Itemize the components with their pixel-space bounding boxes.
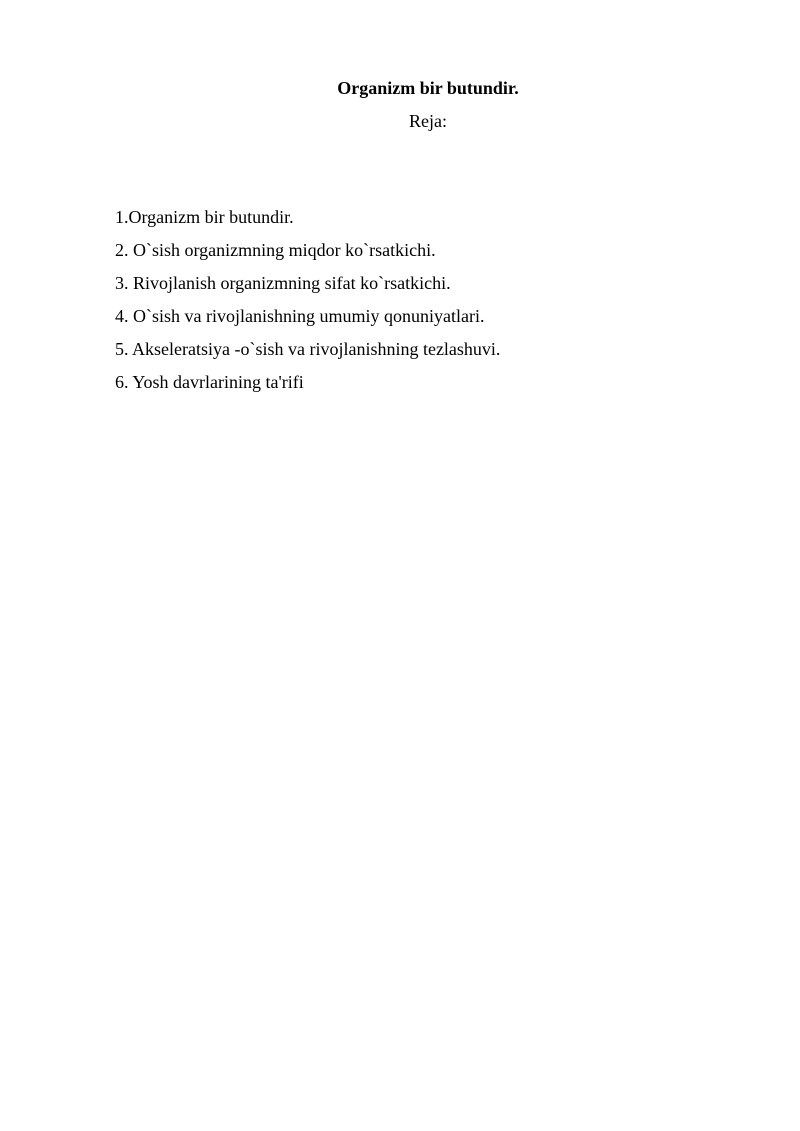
plan-item-2: 2. O`sish organizmning miqdor ko`rsatkichi. bbox=[115, 240, 436, 260]
plan-item-4: 4. O`sish va rivojlanishning umumiy qonuniyatlari. bbox=[115, 306, 485, 326]
plan-item-6: 6. Yosh davrlarining ta'rifi bbox=[115, 372, 304, 392]
plan-heading: Reja: bbox=[409, 111, 447, 131]
document-title: Organizm bir butundir. bbox=[337, 78, 519, 98]
plan-item-1: 1.Organizm bir butundir. bbox=[115, 207, 294, 227]
plan-item-5: 5. Akseleratsiya -o`sish va rivojlanishning tezlashuvi. bbox=[115, 339, 501, 359]
plan-list bbox=[115, 205, 755, 403]
plan-item-3: 3. Rivojlanish organizmning sifat ko`rsatkichi. bbox=[115, 273, 451, 293]
